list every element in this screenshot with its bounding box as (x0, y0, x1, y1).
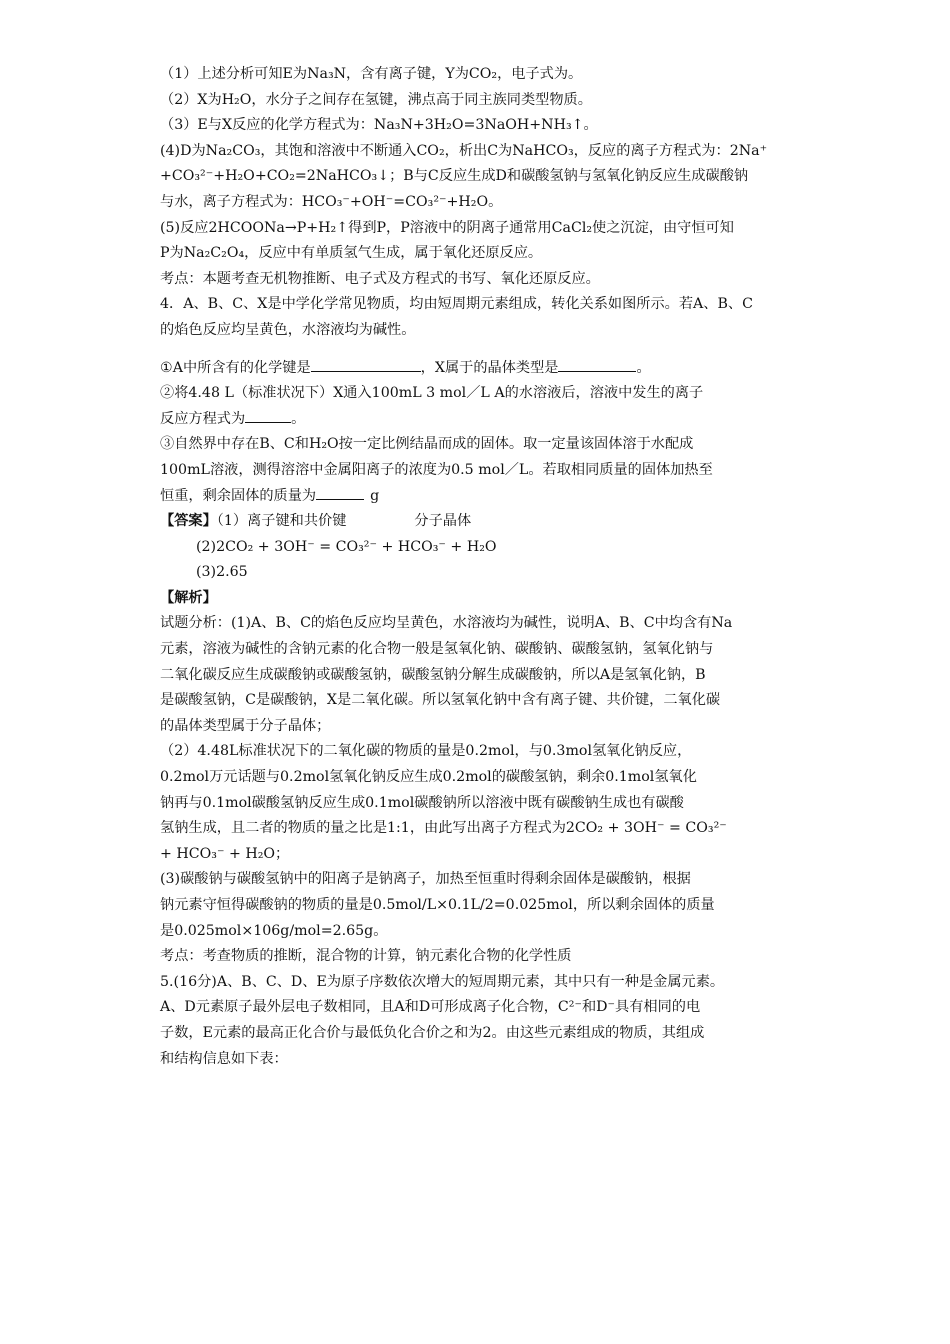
analysis-line: (3)碳酸钠与碳酸氢钠中的阳离子是钠离子，加热至恒重时得剩余固体是碳酸钠，根据 (160, 871, 691, 888)
analysis-line: 是碳酸氢钠，C是碳酸钠，X是二氧化碳。所以氢氧化钠中含有离子键、共价键，二氧化碳 (160, 692, 721, 709)
answer-text: （1）离子键和共价键 (216, 513, 347, 530)
analysis-line: 元素，溶液为碱性的含钠元素的化合物一般是氢氧化钠、碳酸钠、碳酸氢钠，氢氧化钠与 (160, 641, 714, 658)
blank-crystal-type[interactable] (558, 357, 636, 372)
question-stem-line: 5.(16分)A、B、C、D、E为原子序数依次增大的短周期元素，其中只有一种是金属元素。 (160, 973, 725, 990)
question-stem-line: 子数，E元素的最高正化合价与最低负化合价之和为2。由这些元素组成的物质，其组成 (160, 1024, 705, 1041)
text-line: +CO₃²⁻+H₂O+CO₂=2NaHCO₃↓；B与C反应生成D和碳酸氢钠与氢氧化钠反应生成碳酸钠 (160, 168, 749, 185)
question-4 (160, 292, 800, 969)
answer-line-1 (160, 509, 800, 535)
sub-question-3-cont (160, 484, 800, 510)
exam-point-line: 考点：本题考查无机物推断、电子式及方程式的书写、氧化还原反应。 (160, 270, 600, 287)
analysis-line: 二氧化碳反应生成碳酸钠或碳酸氢钠，碳酸氢钠分解生成碳酸钠，所以A是氢氧化钠，B (160, 666, 706, 683)
analysis-line: 0.2mol万元话题与0.2mol氢氧化钠反应生成0.2mol的碳酸氢钠，剩余0.1mol氢氧化 (160, 769, 697, 786)
analysis-line: + HCO₃⁻ + H₂O； (160, 845, 290, 862)
sub-question-text: 。 (291, 410, 306, 427)
sub-question-3: ③自然界中存在B、C和H₂O按一定比例结晶而成的固体。取一定量该固体溶于水配成 (160, 436, 694, 453)
question-5 (160, 970, 800, 1072)
previous-answer-analysis (160, 62, 800, 292)
sub-question-text: 。 (636, 359, 651, 376)
text-line: 与水，离子方程式为：HCO₃⁻+OH⁻=CO₃²⁻+H₂O。 (160, 193, 503, 210)
text-line: (5)反应2HCOONa→P+H₂↑得到P，P溶液中的阴离子通常用CaCl₂使之沉淀，由守恒可知 (160, 219, 734, 236)
sub-question-text: 恒重，剩余固体的质量为 (160, 487, 317, 504)
answer-line-2: (2)2CO₂ + 3OH⁻ = CO₃²⁻ + HCO₃⁻ + H₂O (196, 538, 497, 555)
text-line: （2）X为H₂O，水分子之间存在氢键，沸点高于同主族同类型物质。 (160, 91, 592, 108)
question-stem-line: 和结构信息如下表： (160, 1050, 288, 1067)
text-line: P为Na₂C₂O₄，反应中有单质氢气生成，属于氧化还原反应。 (160, 245, 543, 262)
analysis-line: 试题分析：(1)A、B、C的焰色反应均呈黄色，水溶液均为碱性，说明A、B、C中均含有Na (160, 615, 733, 632)
text-line: (4)D为Na₂CO₃，其饱和溶液中不断通入CO₂，析出C为NaHCO₃，反应的离子方程式为：2Na⁺ (160, 142, 768, 159)
analysis-line: 是0.025mol×106g/mol=2.65g。 (160, 922, 388, 939)
analysis-label: 【解析】 (160, 589, 217, 606)
answer-label: 【答案】 (160, 513, 217, 530)
analysis-line: 钠再与0.1mol碳酸氢钠反应生成0.1mol碳酸钠所以溶液中既有碳酸钠生成也有碳酸 (160, 794, 684, 811)
question-stem-line: A、D元素原子最外层电子数相同，且A和D可形成离子化合物，C²⁻和D⁻具有相同的电 (160, 999, 701, 1016)
sub-question-1 (160, 356, 800, 382)
sub-question-2-cont (160, 407, 800, 433)
unit-text: g (370, 487, 380, 504)
sub-question-text: ①A中所含有的化学键是 (160, 359, 311, 376)
analysis-line: （2）4.48L标准状况下的二氧化碳的物质的量是0.2mol，与0.3mol氢氧化钠反应， (160, 743, 692, 760)
analysis-line: 的晶体类型属于分子晶体； (160, 717, 331, 734)
analysis-line: 钠元素守恒得碳酸钠的物质的量是0.5mol/L×0.1L/2=0.025mol，所以剩余固体的质量 (160, 897, 715, 913)
document-page (160, 62, 800, 1072)
answer-line-3: (3)2.65 (196, 564, 248, 581)
answer-text: 分子晶体 (414, 513, 472, 530)
sub-question-text: 反应方程式为 (160, 410, 246, 427)
blank-solid-mass[interactable] (316, 485, 364, 500)
question-stem-line: 的焰色反应均呈黄色，水溶液均为碱性。 (160, 321, 416, 338)
analysis-line: 氢钠生成，且二者的物质的量之比是1:1，由此写出离子方程式为2CO₂ + 3OH⁻ = CO₃²⁻ (160, 820, 727, 837)
sub-question-2: ②将4.48 L（标准状况下）X通入100mL 3 mol／L A的水溶液后，溶液中发生的离子 (160, 385, 704, 402)
question-stem-line: 4．A、B、C、X是中学化学常见物质，均由短周期元素组成，转化关系如图所示。若A、B、C (160, 296, 753, 313)
sub-question-text: ，X属于的晶体类型是 (420, 359, 559, 376)
figure-placeholder (160, 344, 800, 356)
text-line: （1）上述分析可知E为Na₃N，含有离子键，Y为CO₂，电子式为。 (160, 66, 583, 82)
exam-point-line: 考点：考查物质的推断，混合物的计算，钠元素化合物的化学性质 (160, 948, 572, 965)
sub-question-3-cont: 100mL溶液，测得溶溶中金属阳离子的浓度为0.5 mol／L。若取相同质量的固体加热至 (160, 461, 713, 478)
text-line: （3）E与X反应的化学方程式为：Na₃N+3H₂O=3NaOH+NH₃↑。 (160, 117, 598, 134)
blank-ionic-equation[interactable] (245, 408, 291, 423)
blank-chemical-bond[interactable] (311, 357, 421, 372)
